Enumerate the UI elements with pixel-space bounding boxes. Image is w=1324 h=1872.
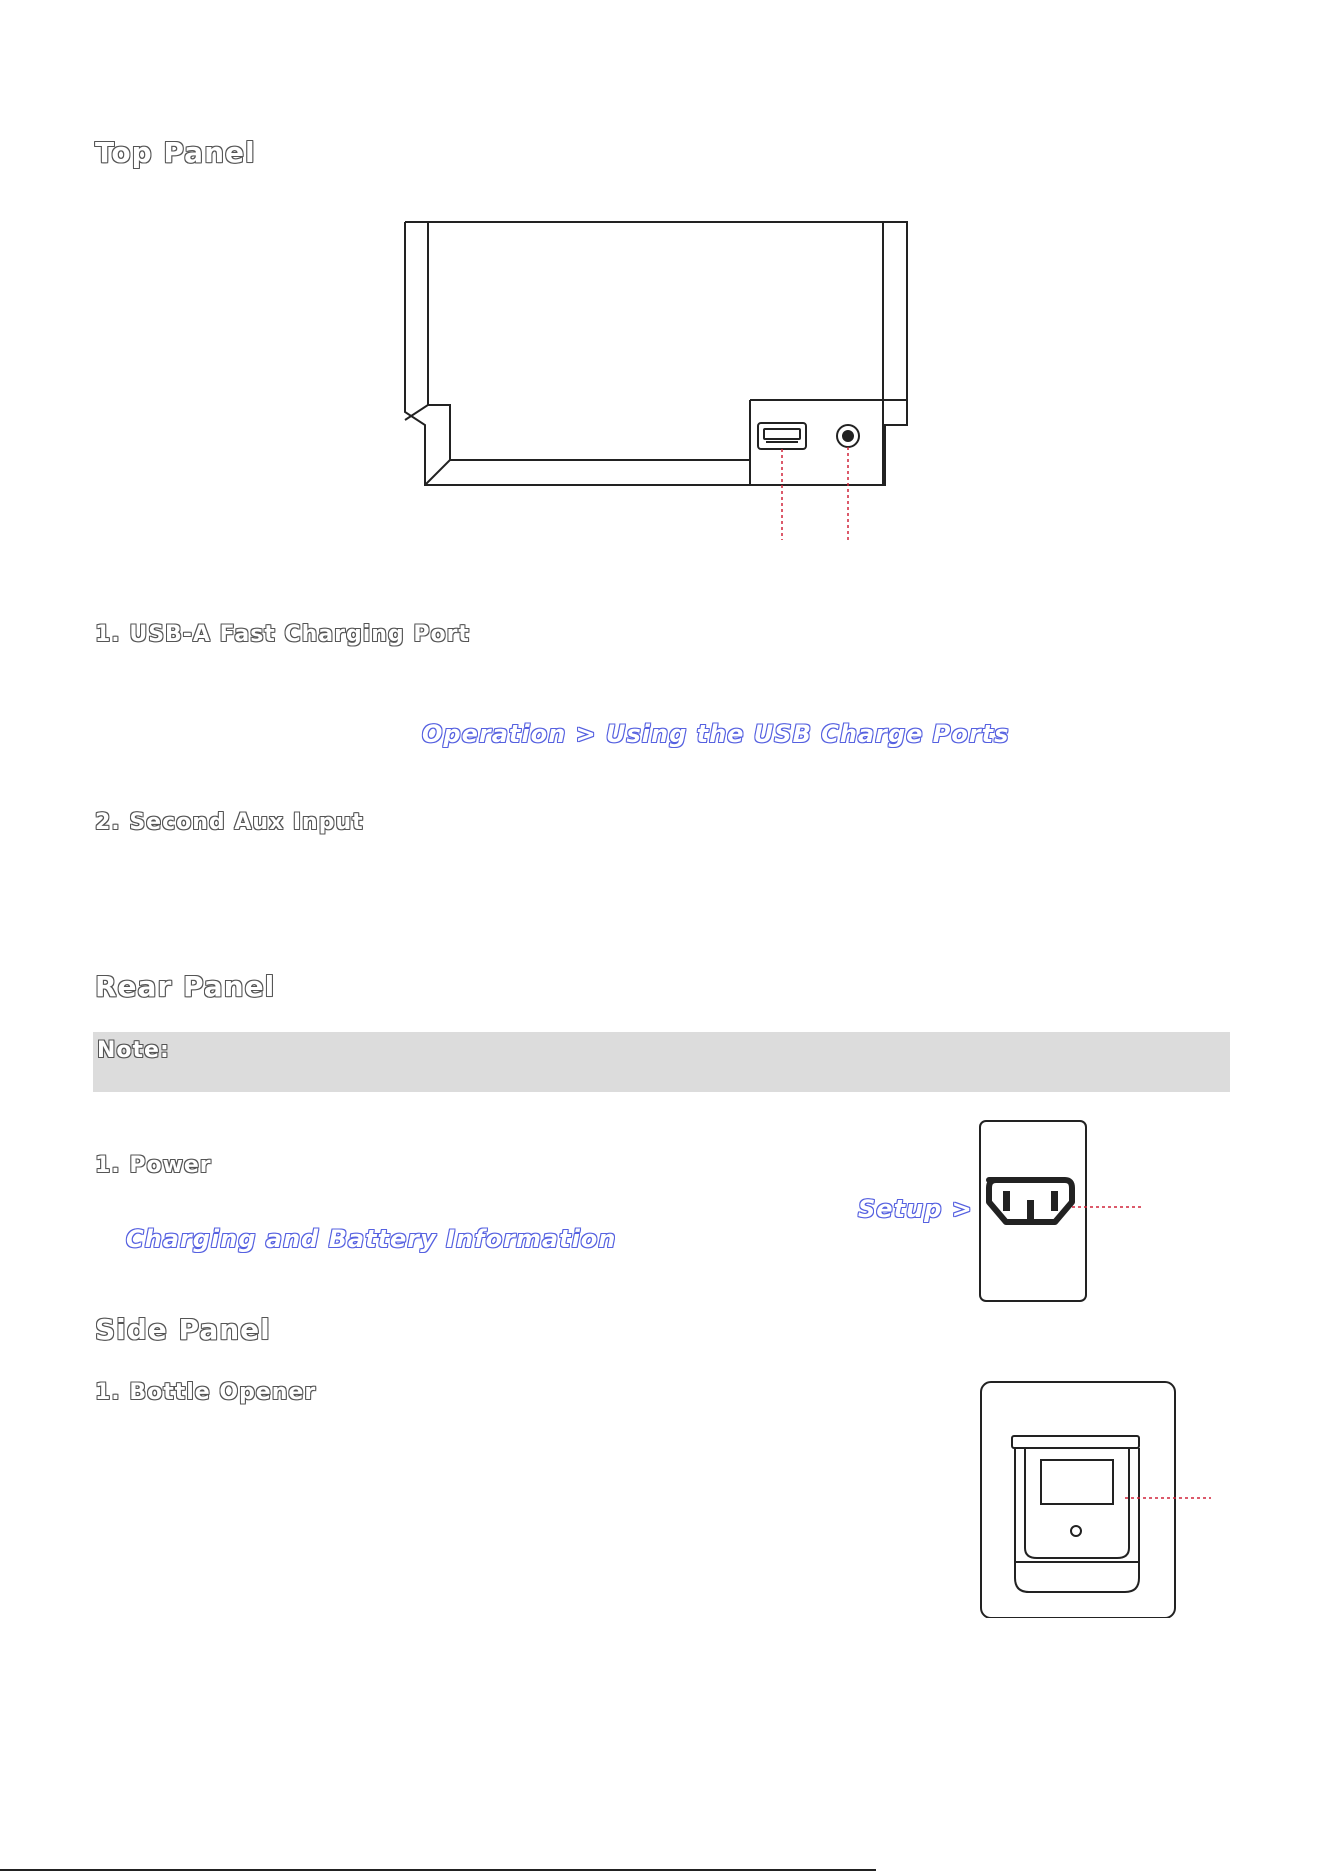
top-panel-title: Top Panel [95,136,256,169]
rear-panel-title: Rear Panel [95,970,276,1003]
aux-input-heading: 2. Second Aux Input [95,810,364,835]
top-panel-diagram [390,215,930,545]
charging-info-link[interactable]: Charging and Battery Information [126,1225,617,1253]
footer-rule [0,1869,876,1871]
side-panel-title: Side Panel [95,1313,271,1346]
power-inlet-icon [989,1180,1072,1222]
bottle-opener-icon [1012,1436,1139,1592]
bottle-opener-heading: 1. Bottle Opener [95,1380,317,1405]
usb-charge-ports-link[interactable]: Operation > Using the USB Charge Ports [422,720,1010,748]
note-label: Note: [97,1038,170,1063]
usb-port-heading: 1. USB-A Fast Charging Port [95,622,470,647]
usb-a-port-icon [758,423,806,449]
setup-link[interactable]: Setup > [858,1195,973,1223]
side-panel-bottle-opener-diagram [975,1378,1215,1618]
note-box [93,1032,1230,1092]
power-heading: 1. Power [95,1153,212,1178]
rear-panel-power-diagram [975,1118,1145,1303]
